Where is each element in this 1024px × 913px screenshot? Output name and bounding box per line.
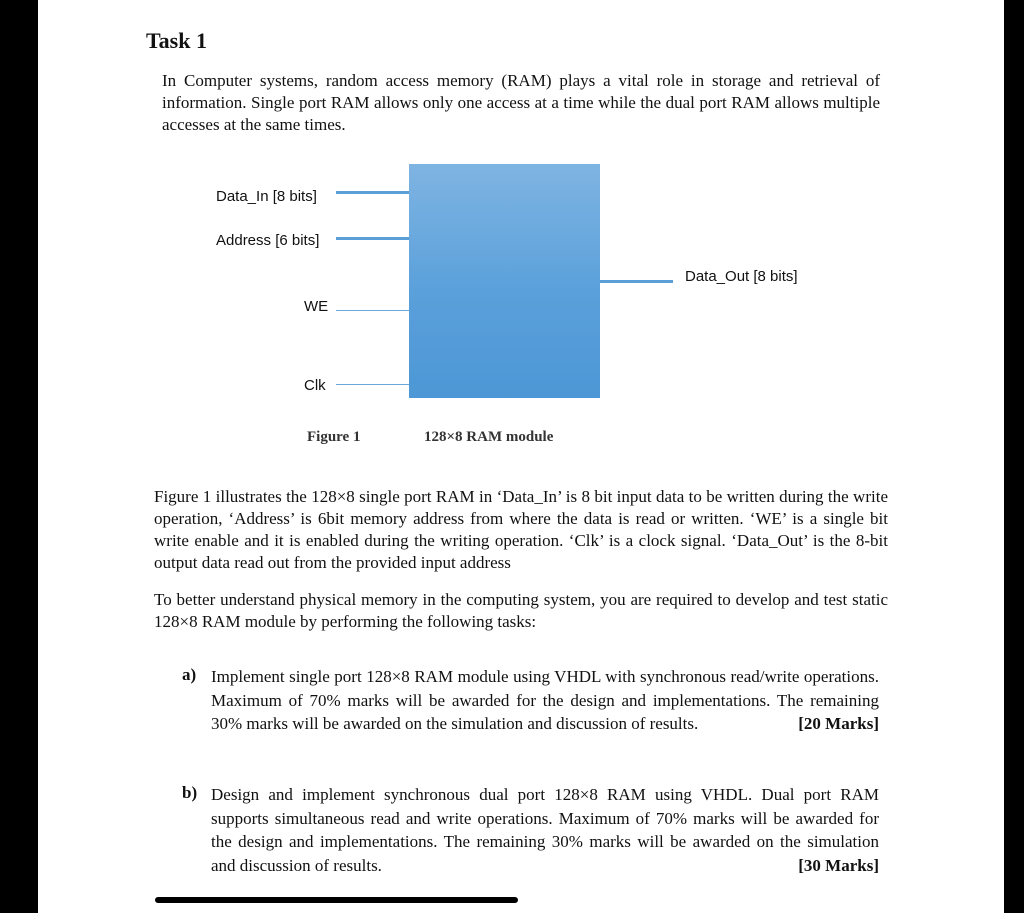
item-text xyxy=(211,665,879,736)
document-page xyxy=(38,0,1004,913)
figure-label: Figure 1 xyxy=(307,429,361,445)
address-label: Address [6 bits] xyxy=(216,232,320,249)
figure-caption: 128×8 RAM module xyxy=(424,429,554,445)
data-in-wire xyxy=(336,191,409,194)
item-text xyxy=(211,783,879,877)
ram-module-block xyxy=(409,164,600,398)
figure-description: Figure 1 illustrates the 128×8 single port RAM in ‘Data_In’ is 8 bit input data to be written during the write operation, ‘Address’ is 6bit memory address from where the data is read or written. ‘WE’ is a single bit write enable and it is enabled during the writing operation. ‘Clk’ is a clock signal. ‘Data_Out’ is the 8-bit output data read out from the provided input address xyxy=(154,487,888,572)
scroll-indicator[interactable] xyxy=(155,897,518,903)
item-marks: [20 Marks] xyxy=(798,714,879,733)
intro-paragraph: In Computer systems, random access memory (RAM) plays a vital role in storage and retrieval of information. Single port RAM allows only one access at a time while the dual port RAM allows multiple accesses at the same times. xyxy=(162,71,880,134)
task-title: Task 1 xyxy=(146,28,207,53)
clk-wire xyxy=(336,384,409,385)
item-letter: b) xyxy=(182,783,198,802)
item-letter: a) xyxy=(182,665,197,684)
data-in-label: Data_In [8 bits] xyxy=(216,188,317,205)
item-marks: [30 Marks] xyxy=(798,855,879,875)
task-goal: To better understand physical memory in the computing system, you are required to develop and test static 128×8 RAM module by performing the following tasks: xyxy=(154,590,888,631)
we-wire xyxy=(336,310,409,311)
clk-label: Clk xyxy=(304,377,326,394)
address-wire xyxy=(336,237,409,240)
data-out-wire xyxy=(600,280,673,283)
item-description: Implement single port 128×8 RAM module using VHDL with synchronous read/write operations. Maximum of 70% marks will be awarded for the design and implementations. The remaining 30% marks will be awarded on the simulation and discussion of results. xyxy=(211,667,879,733)
item-description: Design and implement synchronous dual port 128×8 RAM using VHDL. Dual port RAM supports simultaneous read and write operations. Maximum of 70% marks will be awarded for the design and implementations. The remaining 30% marks will be awarded on the simulation and discussion of results. xyxy=(211,785,879,875)
we-label: WE xyxy=(304,298,329,315)
data-out-label: Data_Out [8 bits] xyxy=(685,268,798,285)
